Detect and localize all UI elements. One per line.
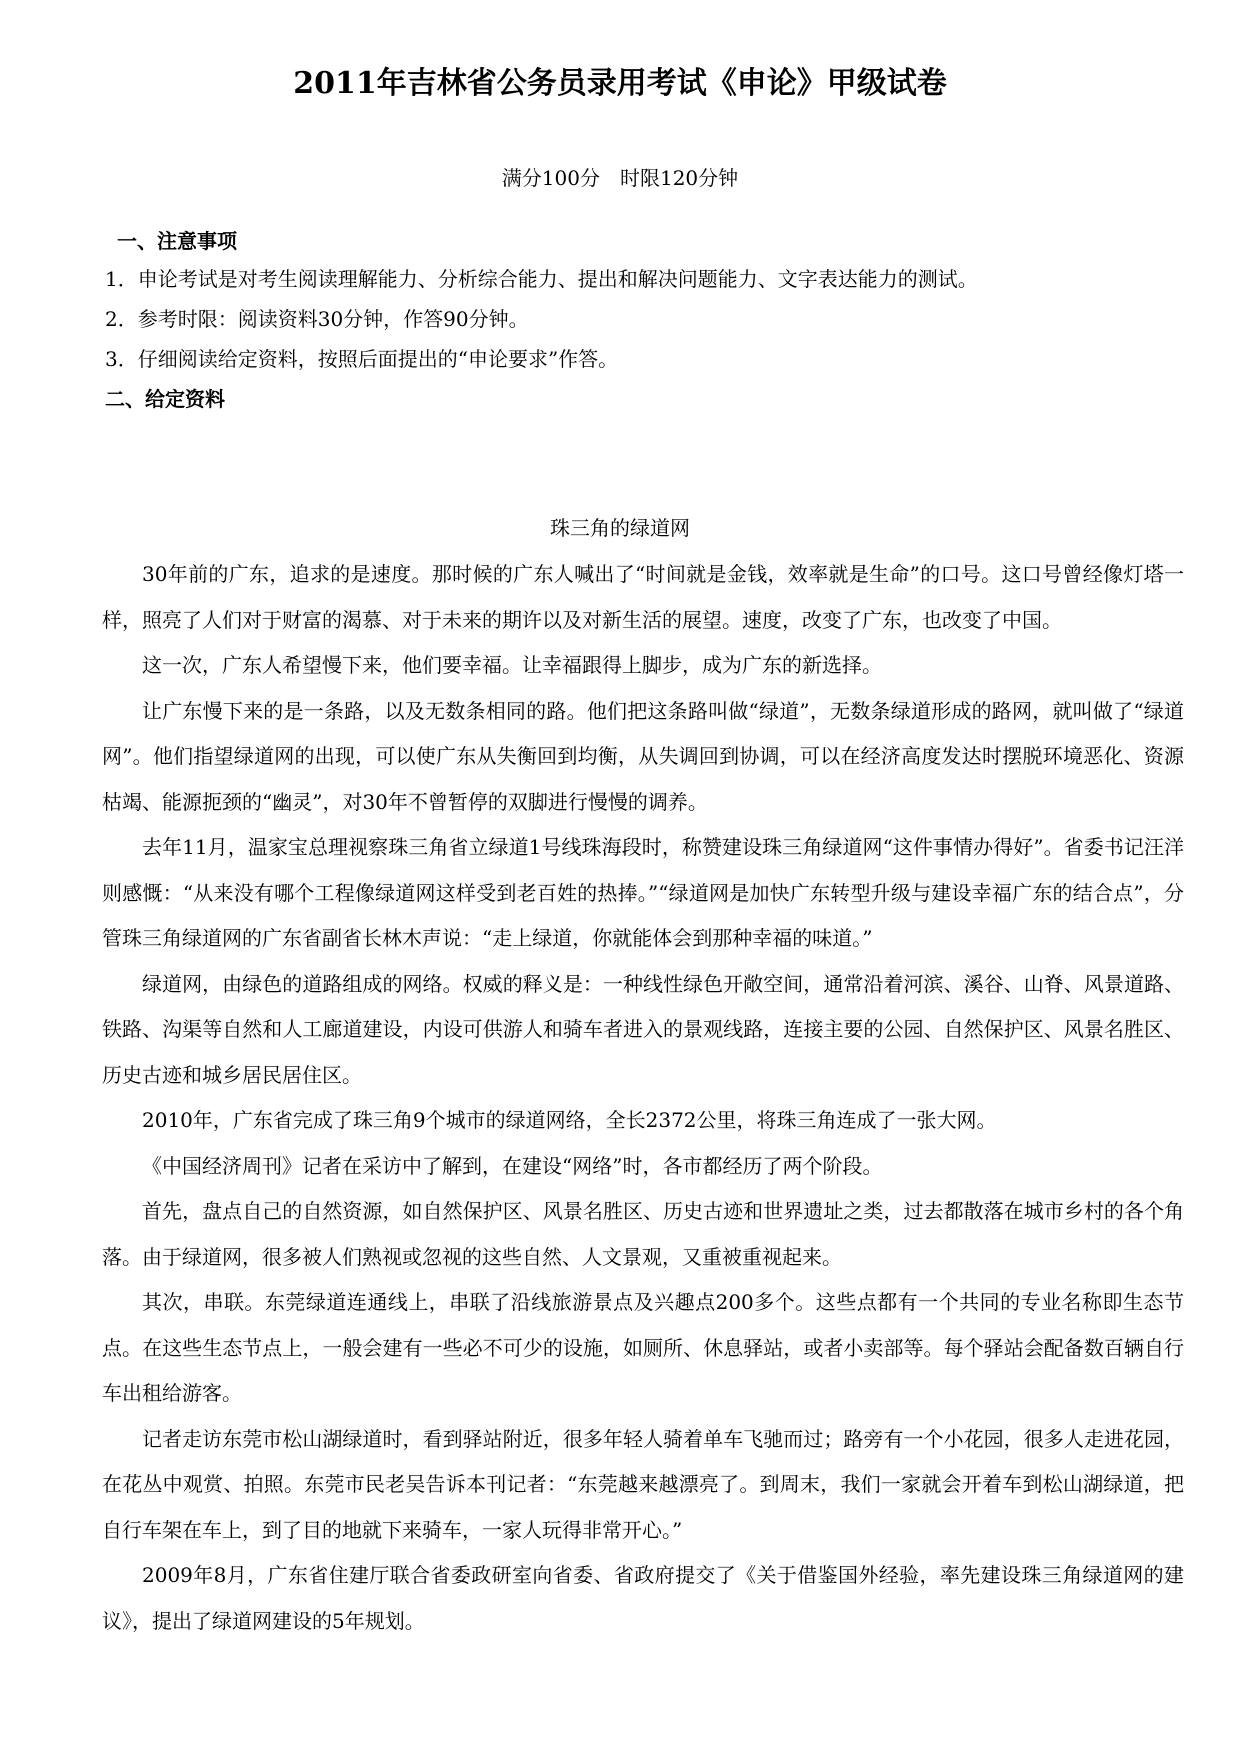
- article-title: 珠三角的绿道网: [550, 516, 690, 540]
- article-paragraph: 记者走访东莞市松山湖绿道时，看到驿站附近，很多年轻人骑着单车飞驰而过；路旁有一个小花园，很多人走进花园，在花丛中观赏、拍照。东莞市民老吴告诉本刊记者：“东莞越来越漂亮了。到周末，我们一家就会开着车到松山湖绿道，把自行车架在车上，到了目的地就下来骑车，一家人玩得非常开心。”: [102, 1426, 1184, 1542]
- article-paragraph: 首先，盘点自己的自然资源，如自然保护区、风景名胜区、历史古迹和世界遗址之类，过去都散落在城市乡村的各个角落。由于绿道网，很多被人们熟视或忽视的这些自然、人文景观，又重被重视起来。: [102, 1199, 1184, 1269]
- article-paragraph: 30年前的广东，追求的是速度。那时候的广东人喊出了“时间就是金钱，效率就是生命”的口号。这口号曾经像灯塔一样，照亮了人们对于财富的渴慕、对于未来的期许以及对新生活的展望。速度，改变了广东，也改变了中国。: [102, 562, 1184, 632]
- article-paragraph: 其次，串联。东莞绿道连通线上，串联了沿线旅游景点及兴趣点200多个。这些点都有一个共同的专业名称即生态节点。在这些生态节点上，一般会建有一些必不可少的设施，如厕所、休息驿站，或者小卖部等。每个驿站会配备数百辆自行车出租给游客。: [102, 1290, 1184, 1405]
- article-paragraph: 2010年，广东省完成了珠三角9个城市的绿道网络，全长2372公里，将珠三角连成了一张大网。: [142, 1108, 997, 1132]
- article-paragraph: 让广东慢下来的是一条路，以及无数条相同的路。他们把这条路叫做“绿道”，无数条绿道形成的路网，就叫做了“绿道网”。他们指望绿道网的出现，可以使广东从失衡回到均衡，从失调回到协调，可以在经济高度发达时摆脱环境恶化、资源枯竭、能源扼颈的“幽灵”，对30年不曾暂停的双脚进行慢慢的调养。: [102, 698, 1184, 814]
- notice-item-1: 1．申论考试是对考生阅读理解能力、分析综合能力、提出和解决问题能力、文字表达能力的测试。: [105, 267, 978, 291]
- article-body: [102, 552, 1184, 1644]
- article-paragraph: 这一次，广东人希望慢下来，他们要幸福。让幸福跟得上脚步，成为广东的新选择。: [142, 653, 882, 677]
- document-title: 2011年吉林省公务员录用考试《申论》甲级试卷: [293, 66, 947, 101]
- notice-item-3: 3．仔细阅读给定资料，按照后面提出的“申论要求”作答。: [105, 347, 619, 371]
- article-paragraph: 去年11月，温家宝总理视察珠三角省立绿道1号线珠海段时，称赞建设珠三角绿道网“这件事情办得好”。省委书记汪洋则感慨：“从来没有哪个工程像绿道网这样受到老百姓的热捧。”“绿道网是加快广东转型升级与建设幸福广东的结合点”，分管珠三角绿道网的广东省副省长林木声说：“走上绿道，你就能体会到那种幸福的味道。”: [102, 835, 1184, 950]
- score-time-limit: 满分100分 时限120分钟: [501, 166, 739, 190]
- notice-heading: 一、注意事项: [117, 229, 237, 253]
- article-paragraph: 《中国经济周刊》记者在采访中了解到，在建设“网络”时，各市都经历了两个阶段。: [142, 1153, 883, 1178]
- article-paragraph: 2009年8月，广东省住建厅联合省委政研室向省委、省政府提交了《关于借鉴国外经验，率先建设珠三角绿道网的建议》，提出了绿道网建设的5年规划。: [102, 1563, 1184, 1633]
- article-paragraph: 绿道网，由绿色的道路组成的网络。权威的释义是：一种线性绿色开敞空间，通常沿着河滨、溪谷、山脊、风景道路、铁路、沟渠等自然和人工廊道建设，内设可供游人和骑车者进入的景观线路，连接主要的公园、自然保护区、风景名胜区、历史古迹和城乡居民居住区。: [102, 971, 1184, 1087]
- materials-heading: 二、给定资料: [105, 387, 225, 411]
- notice-item-2: 2．参考时限：阅读资料30分钟，作答90分钟。: [105, 307, 529, 331]
